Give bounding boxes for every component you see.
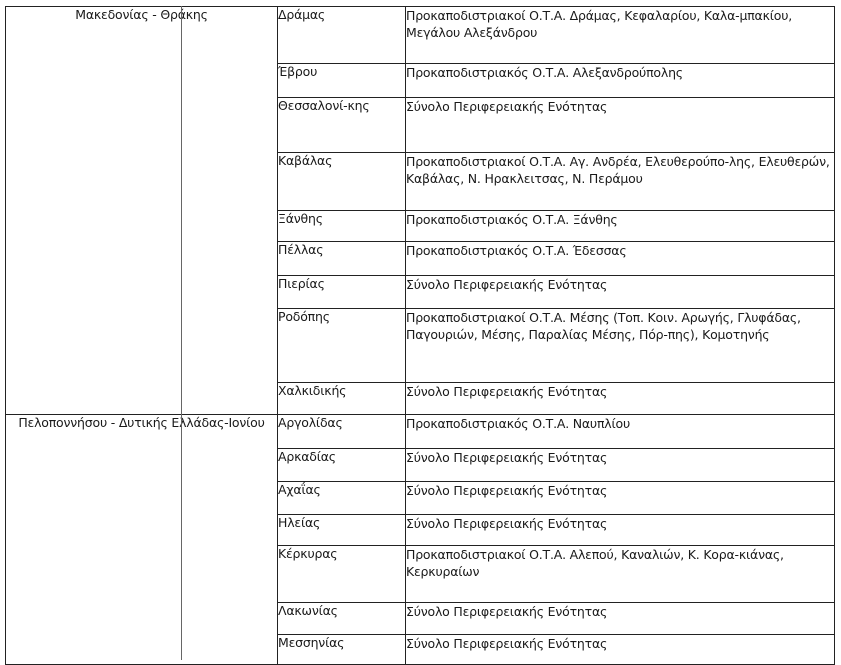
description-cell: Σύνολο Περιφερειακής Ενότητας: [406, 383, 835, 415]
table-row: [6, 7, 835, 64]
unit-cell: Ηλείας: [278, 515, 406, 546]
region-cell: [6, 415, 278, 665]
unit-cell: Αργολίδας: [278, 415, 406, 449]
description-cell: Σύνολο Περιφερειακής Ενότητας: [406, 482, 835, 515]
description-cell: Προκαποδιστριακός Ο.Τ.Α. Αλεξανδρούπολης: [406, 64, 835, 98]
unit-cell: Πέλλας: [278, 242, 406, 276]
unit-cell: Αχαΐας: [278, 482, 406, 515]
unit-cell: Χαλκιδικής: [278, 383, 406, 415]
description-cell: Σύνολο Περιφερειακής Ενότητας: [406, 603, 835, 635]
description-cell: Σύνολο Περιφερειακής Ενότητας: [406, 449, 835, 482]
unit-cell: Αρκαδίας: [278, 449, 406, 482]
description-cell: Σύνολο Περιφερειακής Ενότητας: [406, 515, 835, 546]
scan-artifact-line: [181, 6, 182, 660]
description-cell: Προκαποδιστριακός Ο.Τ.Α. Ξάνθης: [406, 211, 835, 242]
region-cell: [6, 7, 278, 415]
description-cell: Προκαποδιστριακοί Ο.Τ.Α. Αλεπού, Καναλιών, Κ. Κορα-κιάνας, Κερκυραίων: [406, 546, 835, 603]
description-cell: Σύνολο Περιφερειακής Ενότητας: [406, 98, 835, 153]
unit-cell: Δράμας: [278, 7, 406, 64]
unit-cell: Κέρκυρας: [278, 546, 406, 603]
unit-cell: Λακωνίας: [278, 603, 406, 635]
unit-cell: Θεσσαλονί-κης: [278, 98, 406, 153]
description-cell: Προκαποδιστριακός Ο.Τ.Α. Ναυπλίου: [406, 415, 835, 449]
unit-cell: Μεσσηνίας: [278, 635, 406, 665]
table-row: [6, 415, 835, 449]
description-cell: Προκαποδιστριακοί Ο.Τ.Α. Αγ. Ανδρέα, Ελευθερούπο-λης, Ελευθερών, Καβάλας, Ν. Ηρακλειτσας, Ν. Περάμου: [406, 153, 835, 211]
description-cell: Σύνολο Περιφερειακής Ενότητας: [406, 276, 835, 309]
regions-table: [5, 6, 835, 665]
description-cell: Σύνολο Περιφερειακής Ενότητας: [406, 635, 835, 665]
unit-cell: Ροδόπης: [278, 309, 406, 383]
unit-cell: Ξάνθης: [278, 211, 406, 242]
description-cell: Προκαποδιστριακός Ο.Τ.Α. Έδεσσας: [406, 242, 835, 276]
unit-cell: Καβάλας: [278, 153, 406, 211]
region-name: Μακεδονίας - Θράκης: [75, 7, 208, 22]
region-name: Πελοποννήσου - Δυτικής Ελλάδας-Ιονίου: [18, 415, 265, 430]
description-cell: Προκαποδιστριακοί Ο.Τ.Α. Μέσης (Τοπ. Κοιν. Αρωγής, Γλυφάδας, Παγουριών, Μέσης, Παραλίας Μέσης, Πόρ-πης), Κομοτηνής: [406, 309, 835, 383]
unit-cell: Πιερίας: [278, 276, 406, 309]
unit-cell: Έβρου: [278, 64, 406, 98]
description-cell: Προκαποδιστριακοί Ο.Τ.Α. Δράμας, Κεφαλαρίου, Καλα-μπακίου, Μεγάλου Αλεξάνδρου: [406, 7, 835, 64]
